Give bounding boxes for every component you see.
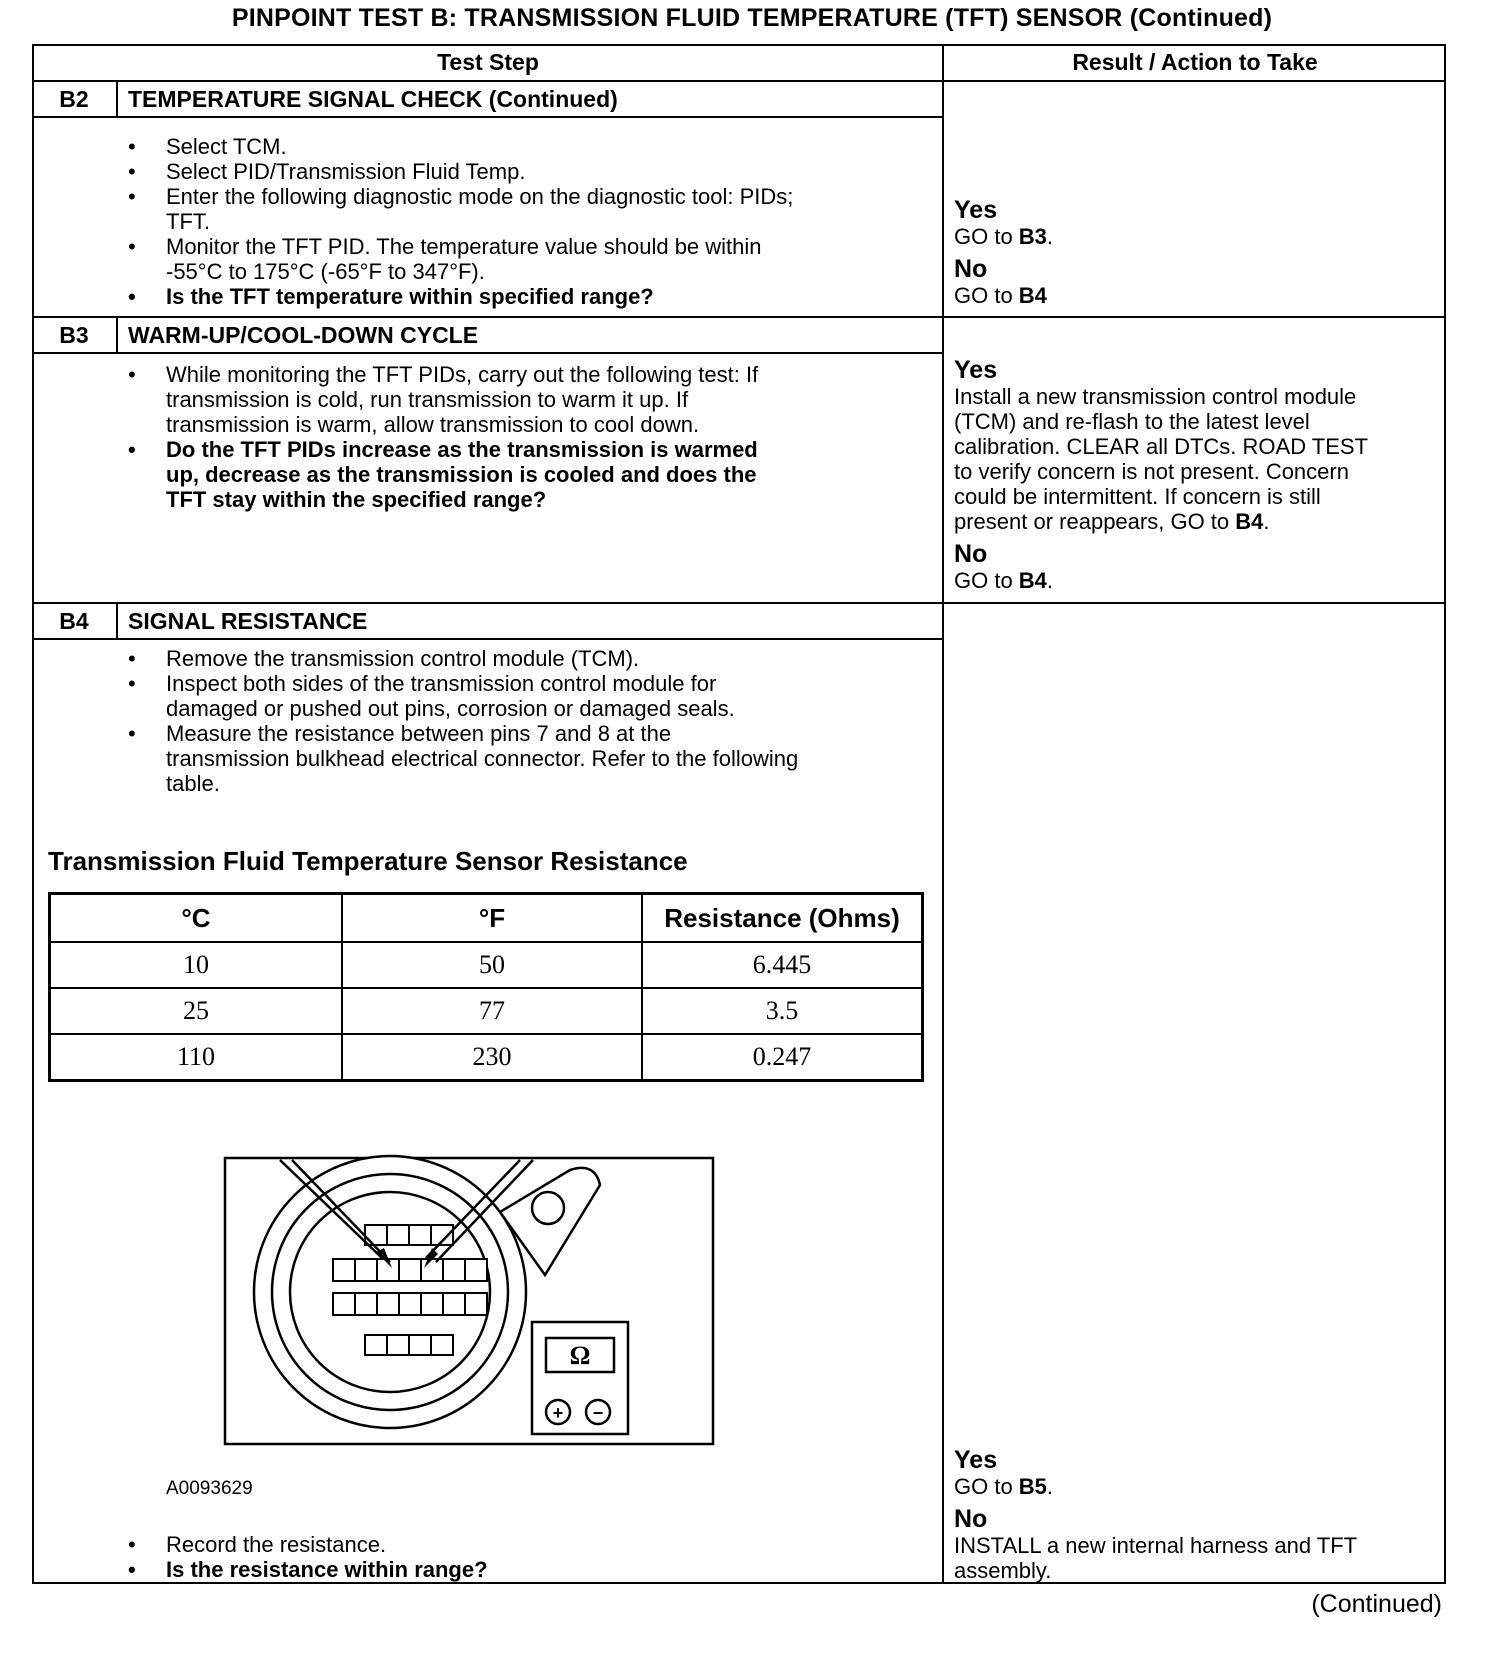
cell-fahrenheit: 50 — [342, 942, 642, 988]
bullet: • Select TCM. — [166, 134, 793, 159]
step-b3-bullets — [166, 362, 758, 512]
figure-code: A0093629 — [166, 1478, 253, 1499]
table-row — [50, 942, 923, 988]
yes-action: Install a new transmission control module (TCM) and re-flash to the latest level calibration. CLEAR all DTCs. ROAD TEST to verify concern is not present. Concern could be intermittent. If concern is still present or reappears, GO to B4. — [954, 384, 1369, 534]
header-resistance: Resistance (Ohms) — [642, 894, 923, 943]
step-code-b4: B4 — [59, 608, 89, 634]
cell-resistance: 3.5 — [642, 988, 923, 1034]
header-divider — [32, 80, 1446, 82]
connector-tab-bolt — [532, 1192, 564, 1224]
question-b2: • Is the TFT temperature within specified range? — [166, 284, 793, 309]
b4-code-divider — [116, 602, 118, 639]
table-row — [50, 988, 923, 1034]
b2-title-divider — [32, 116, 944, 118]
step-title-b4: SIGNAL RESISTANCE — [128, 608, 368, 634]
table-header-row — [50, 894, 923, 943]
no-action: INSTALL a new internal harness and TFT assembly. — [954, 1533, 1358, 1583]
column-header-test-step: Test Step — [437, 49, 539, 75]
b3-code-divider — [116, 316, 118, 353]
no-label: No — [954, 540, 988, 568]
result-b3 — [954, 356, 1368, 593]
step-title-b2: TEMPERATURE SIGNAL CHECK (Continued) — [128, 86, 618, 112]
resistance-table-title: Transmission Fluid Temperature Sensor Resistance — [48, 846, 688, 876]
cell-celsius: 110 — [50, 1034, 343, 1081]
bullet: • Select PID/Transmission Fluid Temp. — [166, 159, 793, 184]
page-title: PINPOINT TEST B: TRANSMISSION FLUID TEMPERATURE (TFT) SENSOR (Continued) — [231, 4, 1273, 32]
bullet: • Inspect both sides of the transmission control module for damaged or pushed out pins, corrosion or damaged seals. — [166, 671, 798, 721]
b3-b4-divider — [32, 602, 1446, 604]
no-action: GO to B4. — [954, 568, 1054, 593]
connector-resistance-illustration — [200, 1140, 720, 1480]
cell-resistance: 6.445 — [642, 942, 923, 988]
yes-label: Yes — [954, 356, 998, 384]
question-b3: • Do the TFT PIDs increase as the transmission is warmed up, decrease as the transmission is cooled and does the TFT stay within the specified range? — [166, 437, 758, 512]
yes-action: GO to B5. — [954, 1474, 1054, 1499]
header-celsius: °C — [50, 894, 343, 943]
resistance-table — [48, 892, 924, 1082]
table-row — [50, 1034, 923, 1081]
result-b2 — [954, 196, 1053, 308]
b3-title-divider — [32, 352, 944, 354]
bullet: • Record the resistance. — [166, 1532, 488, 1557]
cell-fahrenheit: 77 — [342, 988, 642, 1034]
continued-footer: (Continued) — [1311, 1590, 1442, 1618]
bullet: • While monitoring the TFT PIDs, carry out the following test: If transmission is cold, run transmission to warm it up. If transmission is warm, allow transmission to cool down. — [166, 362, 758, 437]
column-divider — [942, 44, 944, 1584]
yes-label: Yes — [954, 196, 998, 224]
step-b4-bullets — [166, 646, 798, 796]
no-label: No — [954, 255, 988, 283]
step-b4-final-bullets — [166, 1532, 488, 1582]
b2-b3-divider — [32, 316, 1446, 318]
cell-resistance: 0.247 — [642, 1034, 923, 1081]
ohm-symbol: Ω — [569, 1341, 591, 1370]
column-header-result: Result / Action to Take — [1072, 49, 1318, 75]
no-label: No — [954, 1505, 988, 1533]
header-fahrenheit: °F — [342, 894, 642, 943]
bullet: • Measure the resistance between pins 7 and 8 at the transmission bulkhead electrical connector. Refer to the following table. — [166, 721, 798, 796]
yes-action: GO to B3. — [954, 224, 1054, 249]
step-b2-bullets — [166, 134, 793, 309]
bullet: • Remove the transmission control module (TCM). — [166, 646, 798, 671]
result-b4 — [954, 1446, 1357, 1583]
plus-sign: + — [552, 1403, 564, 1423]
step-title-b3: WARM-UP/COOL-DOWN CYCLE — [128, 322, 479, 348]
minus-sign: − — [592, 1403, 604, 1423]
b2-code-divider — [116, 80, 118, 117]
no-action: GO to B4 — [954, 283, 1047, 308]
b4-title-divider — [32, 638, 944, 640]
bullet: • Enter the following diagnostic mode on the diagnostic tool: PIDs; TFT. — [166, 184, 793, 234]
yes-label: Yes — [954, 1446, 998, 1474]
bullet: • Monitor the TFT PID. The temperature value should be within -55°C to 175°C (-65°F to 347°F). — [166, 234, 793, 284]
step-code-b2: B2 — [59, 86, 89, 112]
cell-celsius: 25 — [50, 988, 343, 1034]
cell-fahrenheit: 230 — [342, 1034, 642, 1081]
question-b4: • Is the resistance within range? — [166, 1557, 488, 1582]
step-code-b3: B3 — [59, 322, 89, 348]
cell-celsius: 10 — [50, 942, 343, 988]
